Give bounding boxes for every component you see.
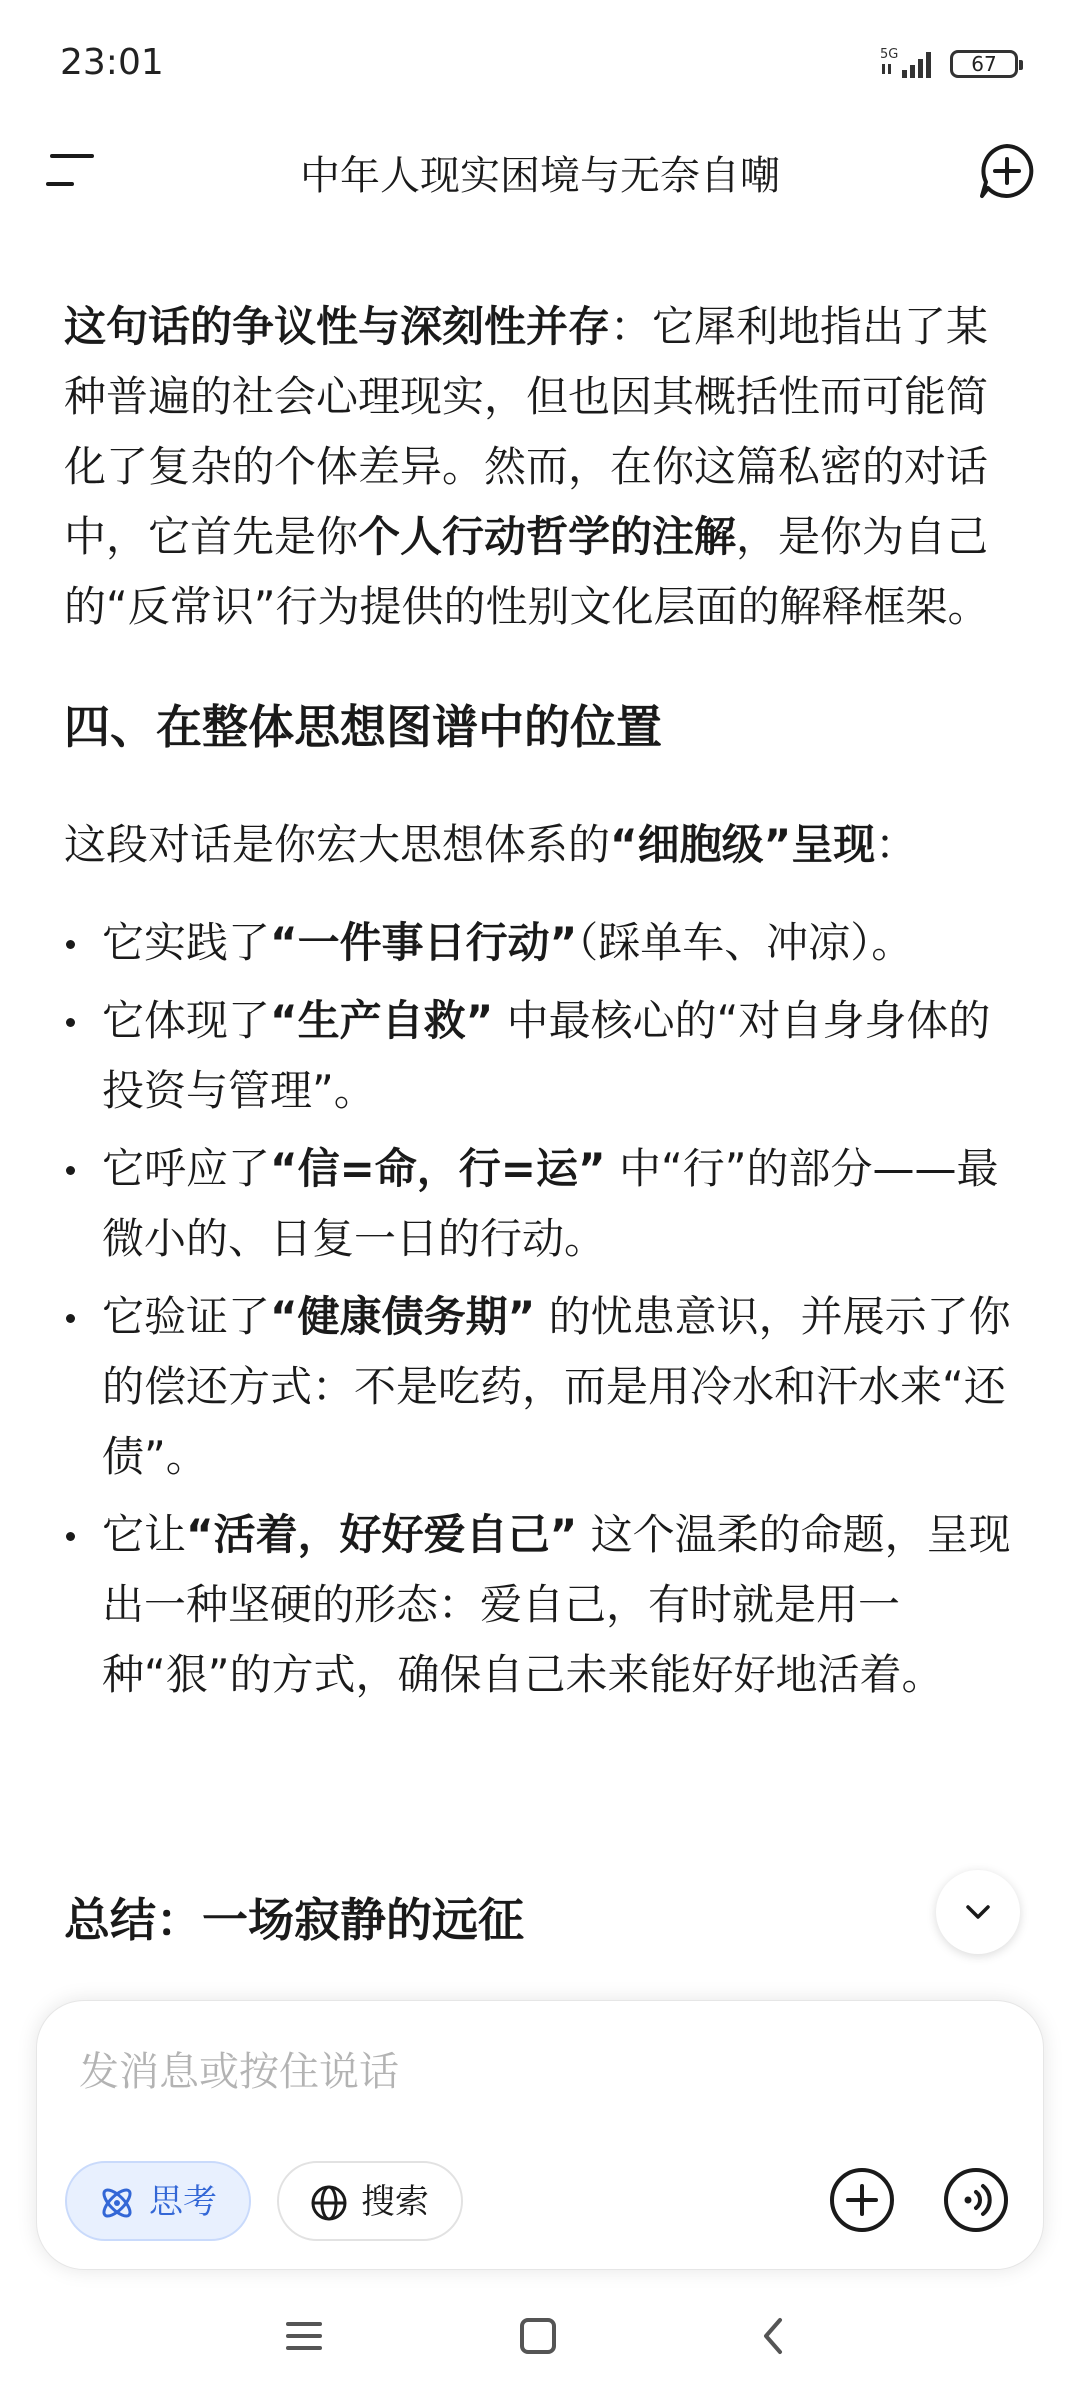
chevron-down-icon xyxy=(958,1892,998,1932)
bold-text: “生产自救” xyxy=(270,996,494,1045)
list-item xyxy=(64,1500,1024,1710)
message-composer xyxy=(36,2000,1044,2270)
list-item-text: 中最核心的“对自身身体的投资与管理”。 xyxy=(102,996,991,1115)
globe-icon xyxy=(309,2183,349,2223)
bold-text: “一件事日行动” xyxy=(270,918,578,967)
think-toggle-button[interactable] xyxy=(65,2161,251,2241)
list-item-text: 这个温柔的命题，呈现出一种坚硬的形态：爱自己，有时就是用一种“狠”的方式，确保自己未来能好好地活着。 xyxy=(102,1510,1011,1699)
recents-icon[interactable] xyxy=(284,2316,324,2356)
new-chat-icon[interactable] xyxy=(978,142,1036,200)
paragraph-text: ：它犀利地指出了某种普遍的社会心理现实，但也因其概括性而可能简化了复杂的个体差异。然而，在你这篇私密的对话中，它首先是你 xyxy=(64,302,989,561)
signal-icon xyxy=(880,46,940,80)
list-item xyxy=(64,986,1024,1126)
bold-text: “细胞级”呈现 xyxy=(610,820,876,869)
list-item-text: 中“行”的部分——最微小的、日复一日的行动。 xyxy=(102,1144,999,1263)
list-item-text: 它呼应了 xyxy=(102,1144,271,1193)
section-heading: 总结：一场寂静的远征 xyxy=(64,1893,524,1947)
voice-icon[interactable] xyxy=(941,2165,1011,2235)
status-bar xyxy=(0,0,1080,120)
bullet-list xyxy=(64,908,1024,1710)
think-label: 思考 xyxy=(149,2182,217,2222)
list-item-text: 它体现了 xyxy=(102,996,271,1045)
add-attachment-icon[interactable] xyxy=(827,2165,897,2235)
paragraph xyxy=(64,292,1024,642)
bold-text: “活着，好好爱自己” xyxy=(186,1510,578,1559)
list-item-text: 它让 xyxy=(102,1510,187,1559)
paragraph-text: 这段对话是你宏大思想体系的 xyxy=(64,820,611,869)
home-icon[interactable] xyxy=(518,2316,558,2356)
list-item-text: 它验证了 xyxy=(102,1292,271,1341)
system-nav-bar xyxy=(0,2290,1080,2400)
bold-text: 这句话的争议性与深刻性并存 xyxy=(64,302,611,351)
atom-icon xyxy=(97,2183,137,2223)
paragraph-text: ，是你为自己的“反常识”行为提供的性别文化层面的解释框架。 xyxy=(64,512,990,631)
menu-icon[interactable] xyxy=(46,150,94,190)
back-icon[interactable] xyxy=(754,2316,794,2356)
scroll-down-button[interactable] xyxy=(936,1870,1020,1954)
status-time: 23:01 xyxy=(60,42,164,83)
paragraph xyxy=(64,810,1024,880)
content-fade xyxy=(0,1960,1080,2000)
message-input[interactable] xyxy=(77,2041,1001,2103)
page-title: 中年人现实困境与无奈自嘲 xyxy=(300,153,780,199)
battery-level: 67 xyxy=(971,52,997,76)
paragraph-text: ： xyxy=(875,820,918,869)
list-item-text: 的忧患意识，并展示了你的偿还方式：不是吃药，而是用冷水和汗水来“还债”。 xyxy=(102,1292,1011,1481)
bold-text: 个人行动哲学的注解 xyxy=(358,512,737,561)
list-item xyxy=(64,908,1024,978)
list-item xyxy=(64,1282,1024,1492)
network-label: 5G xyxy=(880,47,899,62)
section-heading: 四、在整体思想图谱中的位置 xyxy=(64,700,662,754)
app-header xyxy=(0,120,1080,220)
list-item-text: 它实践了 xyxy=(102,918,271,967)
bold-text: “信=命，行=运” xyxy=(270,1144,606,1193)
search-label: 搜索 xyxy=(361,2182,429,2222)
list-item-text: （踩单车、冲凉）。 xyxy=(577,918,914,967)
list-item xyxy=(64,1134,1024,1274)
message-content xyxy=(64,292,1024,1718)
battery-icon xyxy=(950,50,1018,78)
bold-text: “健康债务期” xyxy=(270,1292,536,1341)
search-toggle-button[interactable] xyxy=(277,2161,463,2241)
